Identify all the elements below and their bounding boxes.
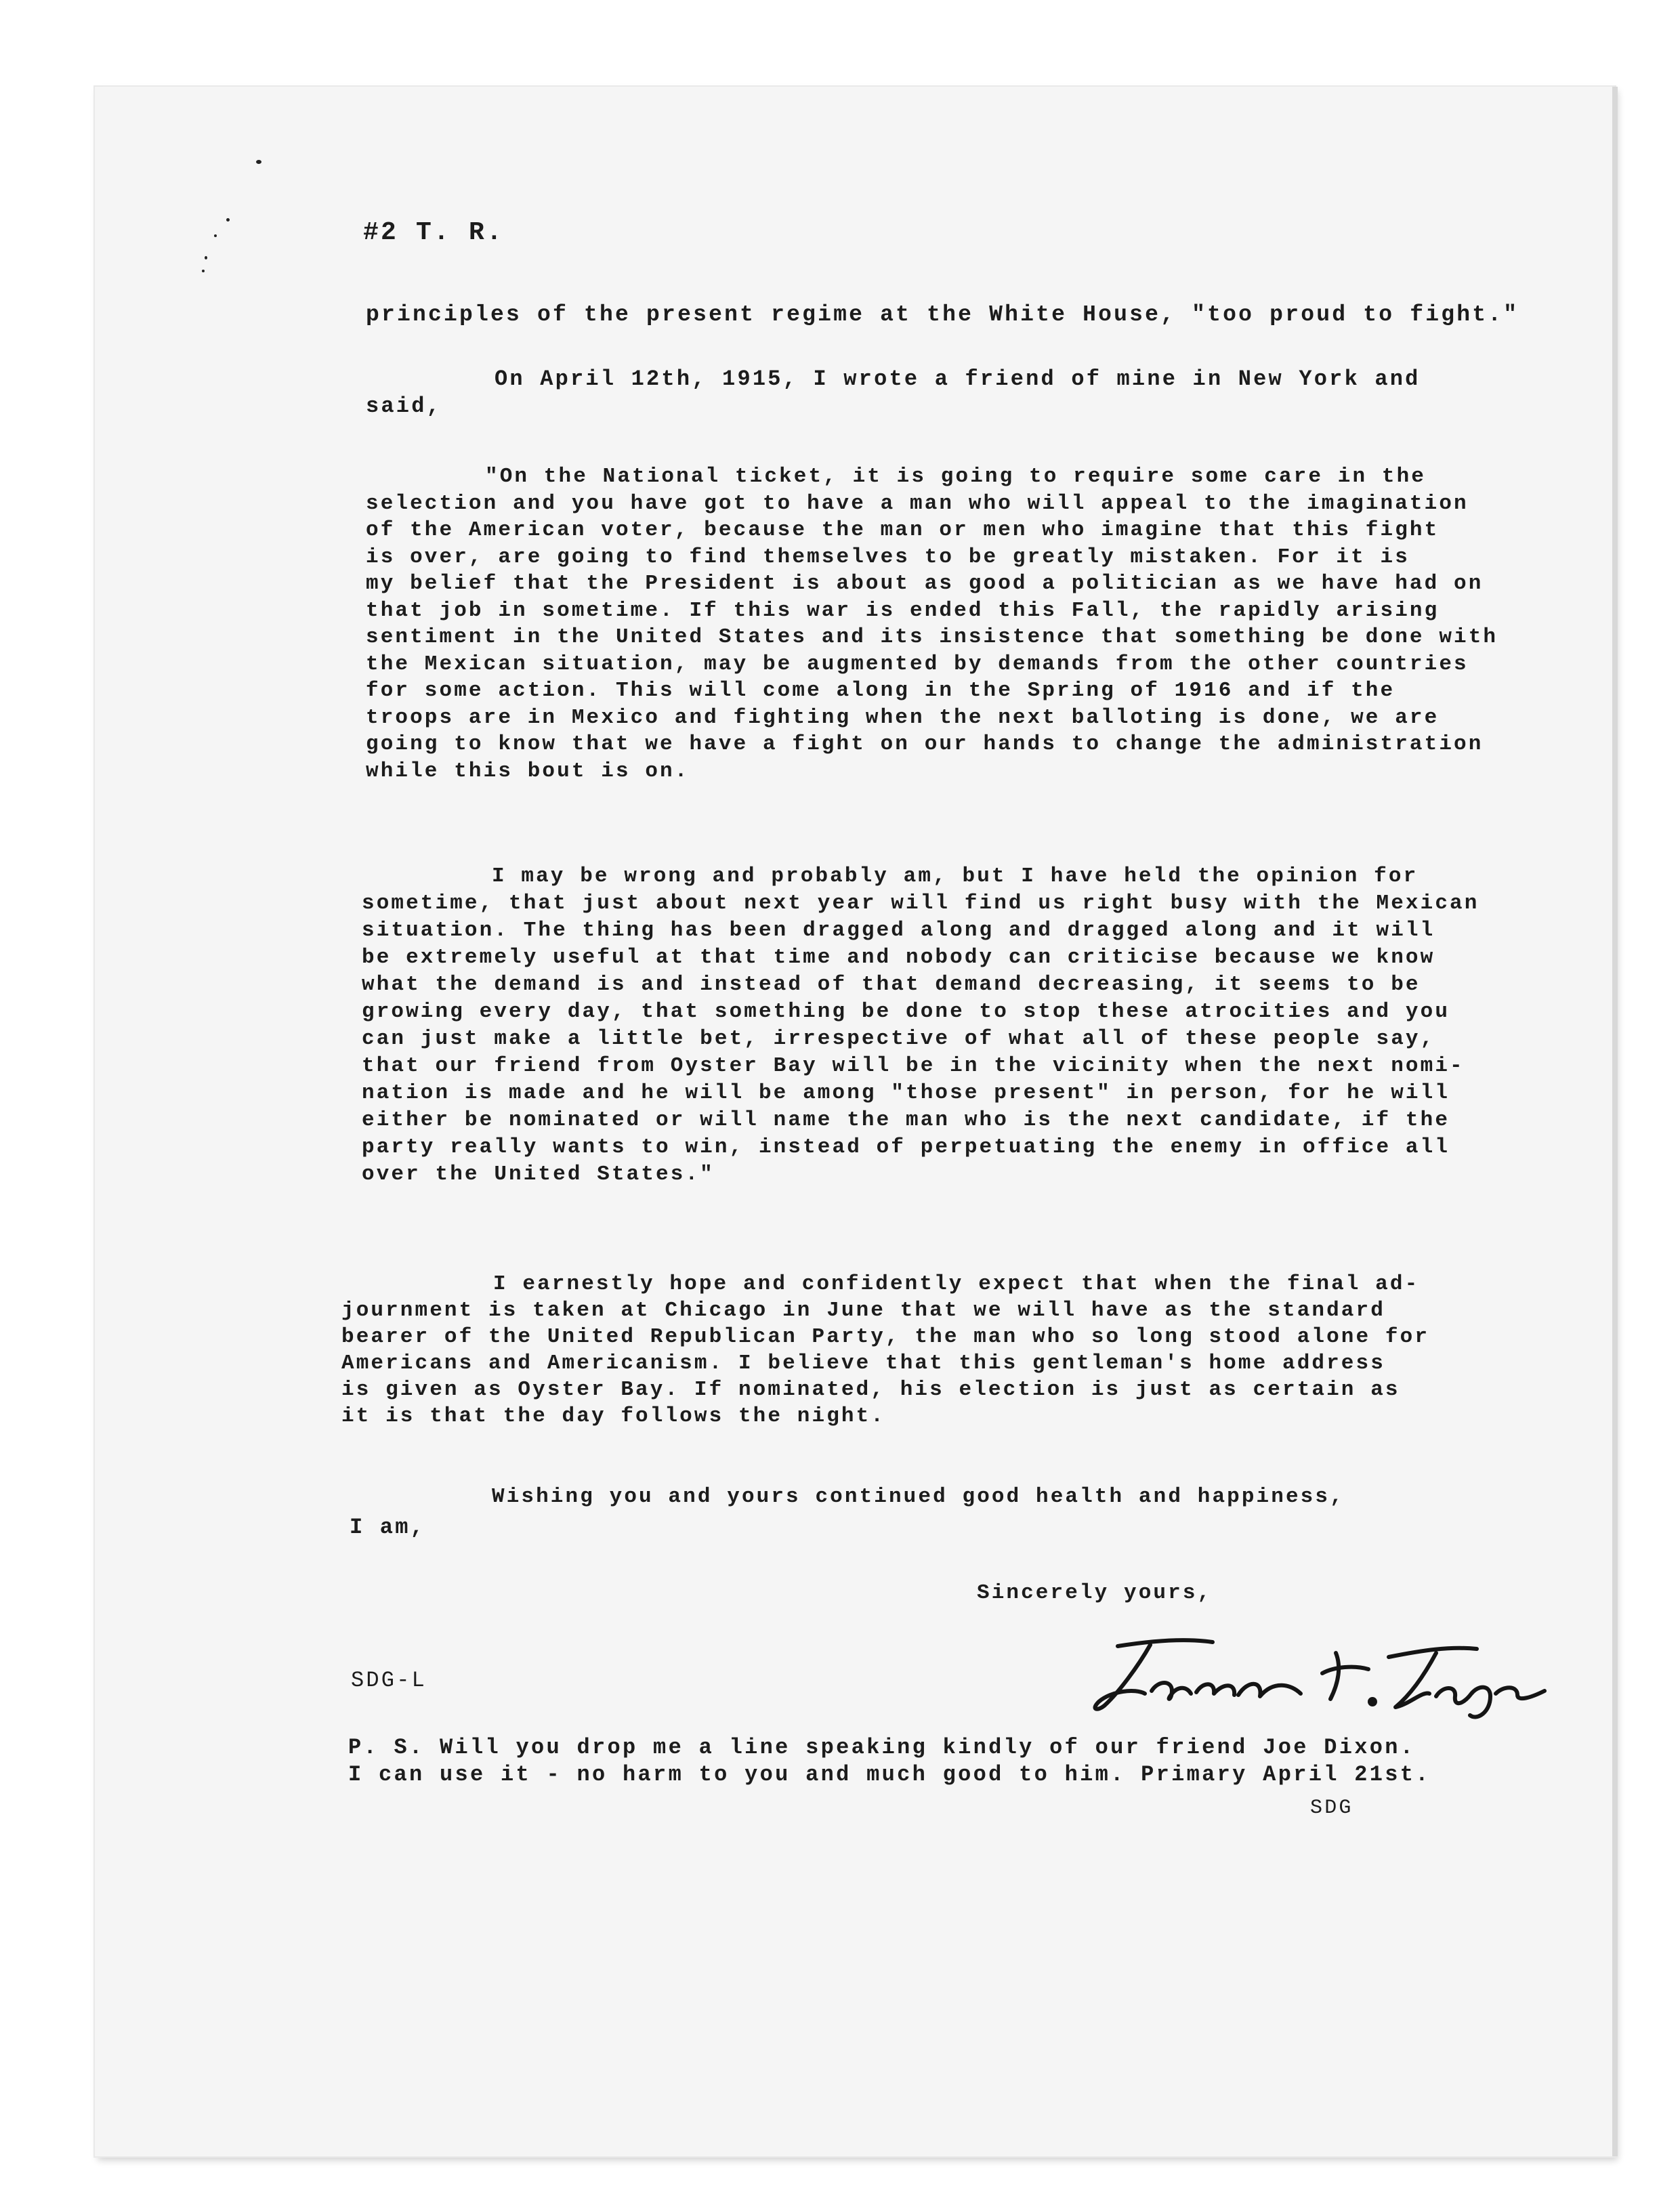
text-line: troops are in Mexico and fighting when the next balloting is done, we are: [366, 705, 1440, 730]
text-line: be extremely useful at that time and nobody can criticise because we know: [362, 946, 1435, 969]
opening-line: principles of the present regime at the White House, "too proud to fight.": [366, 302, 1519, 327]
text-line: is over, are going to find themselves to be greatly mistaken. For it is: [366, 545, 1410, 569]
text-line: situation. The thing has been dragged along and dragged along and it will: [362, 919, 1435, 942]
text-line: I can use it - no harm to you and much good to him. Primary April 21st.: [348, 1762, 1431, 1787]
text-line: it is that the day follows the night.: [341, 1404, 886, 1428]
text-line: nation is made and he will be among "those present" in person, for he will: [362, 1081, 1450, 1105]
text-line: going to know that we have a fight on our hands to change the administration: [366, 732, 1484, 756]
page-reference: #2 T. R.: [363, 218, 505, 247]
typist-initials: SDG-L: [351, 1668, 427, 1693]
text-line: Americans and Americanism. I believe that this gentleman's home address: [341, 1351, 1385, 1375]
text-line: for some action. This will come along in the Spring of 1916 and if the: [366, 679, 1395, 703]
text-line: is given as Oyster Bay. If nominated, his election is just as certain as: [341, 1378, 1400, 1402]
text-line: that our friend from Oyster Bay will be in the vicinity when the next nomi-: [362, 1054, 1465, 1078]
ink-spot: [205, 256, 207, 259]
closing-salutation: Sincerely yours,: [977, 1581, 1213, 1605]
quoted-paragraph: [366, 463, 1498, 784]
text-line: On April 12th, 1915, I wrote a friend of mine in New York and: [495, 366, 1421, 392]
ink-spot: [226, 218, 230, 222]
text-line: that job in sometime. If this war is ended this Fall, the rapidly arising: [366, 598, 1440, 623]
ink-spot: [214, 234, 217, 237]
text-line: sentiment in the United States and its insistence that something be done with: [366, 625, 1498, 649]
text-line: while this bout is on.: [366, 759, 690, 783]
text-line: my belief that the President is about as good a politician as we have had on: [366, 572, 1484, 595]
i-am-line: I am,: [350, 1515, 426, 1540]
text-line: the Mexican situation, may be augmented by demands from the other countries: [366, 652, 1469, 676]
text-line: either be nominated or will name the man who is the next candidate, if the: [362, 1108, 1450, 1132]
handwritten-signature: [1070, 1626, 1558, 1727]
paragraph-2: [362, 863, 1479, 1188]
text-line: growing every day, that something be done to stop these atrocities and you: [362, 1000, 1450, 1024]
text-line: bearer of the United Republican Party, the man who so long stood alone for: [341, 1325, 1430, 1349]
text-line: "On the National ticket, it is going to require some care in the: [485, 465, 1426, 488]
text-line: said,: [366, 394, 442, 419]
text-line: I may be wrong and probably am, but I have held the opinion for: [492, 864, 1419, 888]
text-line: can just make a little bet, irrespective of what all of these people say,: [362, 1027, 1435, 1051]
paragraph-3: [341, 1271, 1429, 1429]
text-line: party really wants to win, instead of perpetuating the enemy in office all: [362, 1135, 1450, 1159]
ink-spot: [256, 160, 261, 164]
sheet-edge: [1612, 87, 1618, 2156]
text-line: what the demand is and instead of that demand decreasing, it seems to be: [362, 973, 1421, 997]
ink-spot: [202, 270, 205, 272]
postscript: [348, 1734, 1431, 1788]
wishing-line: Wishing you and yours continued good health and happiness,: [492, 1485, 1345, 1509]
text-line: I earnestly hope and confidently expect that when the final ad-: [493, 1272, 1420, 1296]
paragraph-1: [366, 366, 1421, 420]
text-line: sometime, that just about next year will find us right busy with the Mexican: [362, 892, 1479, 915]
text-line: over the United States.": [362, 1162, 715, 1186]
text-line: P. S. Will you drop me a line speaking kindly of our friend Joe Dixon.: [348, 1735, 1416, 1760]
text-line: selection and you have got to have a man who will appeal to the imagination: [366, 491, 1469, 516]
postscript-initials: SDG: [1310, 1797, 1353, 1820]
text-line: journment is taken at Chicago in June that we will have as the standard: [341, 1299, 1385, 1322]
text-line: of the American voter, because the man or men who imagine that this fight: [366, 518, 1440, 542]
